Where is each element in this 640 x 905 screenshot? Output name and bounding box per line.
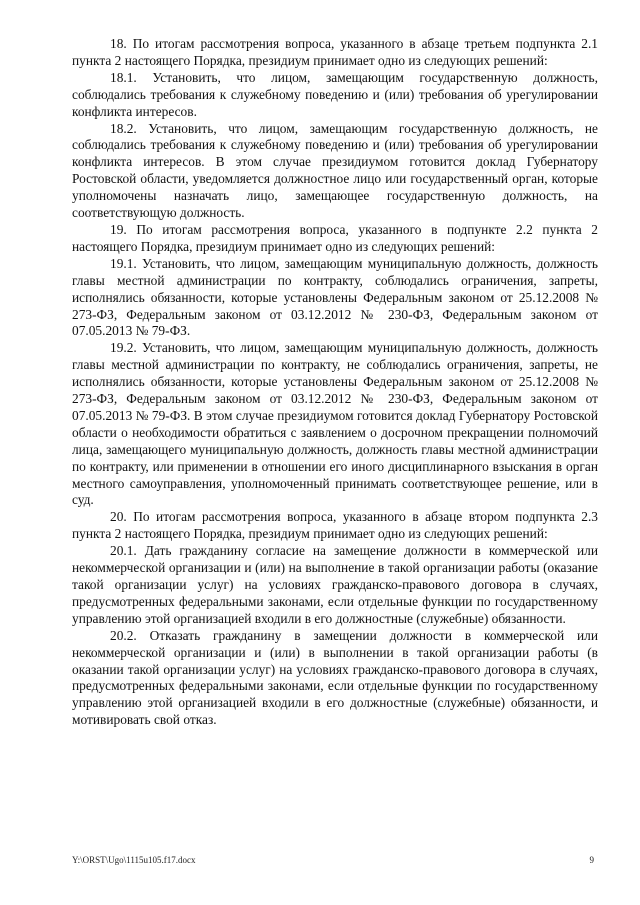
paragraph-19: 19. По итогам рассмотрения вопроса, указанного в подпункте 2.2 пункта 2 настоящего Порядка, президиум принимает одно из следующих решений: — [72, 221, 598, 254]
file-path: Y:\ORST\Ugo\1115u105.f17.docx — [72, 855, 196, 865]
paragraph-18-1: 18.1. Установить, что лицом, замещающим государственную должность, соблюдались требования к служебному поведению и (или) требования об урегулировании конфликта интересов. — [72, 69, 598, 119]
paragraph-19-1: 19.1. Установить, что лицом, замещающим муниципальную должность, должность главы местной администрации по контракту, соблюдались ограничения, запреты, исполнялись обязанности, которые установлены Федеральным законом от 25.12.2008 № 273-ФЗ, Федеральным законом от 03.12.2012 № 230-ФЗ, Федеральным законом от 07.05.2013 № 79-ФЗ. — [72, 255, 598, 339]
page-number: 9 — [589, 855, 594, 865]
paragraph-18: 18. По итогам рассмотрения вопроса, указанного в абзаце третьем подпункта 2.1 пункта 2 настоящего Порядка, президиум принимает одно из следующих решений: — [72, 36, 598, 68]
document-body — [72, 36, 598, 729]
paragraph-20-2: 20.2. Отказать гражданину в замещении должности в коммерческой или некоммерческой организации и (или) в выполнении в такой организации работы (в оказании такой организации услуг) на условиях гражданско-правового договора в случаях, предусмотренных федеральными законами, если отдельные функции по государственному управлению этой организацией входили в его должностные (служебные) обязанности, и мотивировать свой отказ. — [72, 627, 598, 728]
paragraph-19-2: 19.2. Установить, что лицом, замещающим муниципальную должность, должность главы местной администрации по контракту, не соблюдались ограничения, запреты, не исполнялись обязанности, которые установлены Федеральным законом от 25.12.2008 № 273-ФЗ, Федеральным законом от 03.12.2012 № 230-ФЗ, Федеральным законом от 07.05.2013 № 79-ФЗ. В этом случае президиумом готовится доклад Губернатору Ростовской области о необходимости обратиться с заявлением о досрочном прекращении полномочий лица, замещающего муниципальную должность, должность главы местной администрации по контракту, или применении в отношении его иного дисциплинарного взыскания в орган местного самоуправления, уполномоченный принимать соответствующее решение, или в суд. — [72, 340, 598, 508]
paragraph-20-1: 20.1. Дать гражданину согласие на замещение должности в коммерческой или некоммерческой организации и (или) на выполнение в такой организации работы (оказание такой организации услуг) на условиях гражданско-правового договора в случаях, предусмотренных федеральными законами, если отдельные функции по государственному управлению этой организацией входили в его должностные (служебные) обязанности. — [72, 543, 598, 626]
paragraph-20: 20. По итогам рассмотрения вопроса, указанного в абзаце втором подпункта 2.3 пункта 2 настоящего Порядка, президиум принимает одно из следующих решений: — [72, 509, 598, 542]
paragraph-18-2: 18.2. Установить, что лицом, замещающим государственную должность, не соблюдались требования к служебному поведению и (или) требования об урегулировании конфликта интересов. В этом случае президиумом готовится доклад Губернатору Ростовской области, уведомляется должностное лицо или государственный орган, которые уполномочены назначать лицо, замещающее государственную должность, на соответствующую должность. — [72, 120, 598, 221]
